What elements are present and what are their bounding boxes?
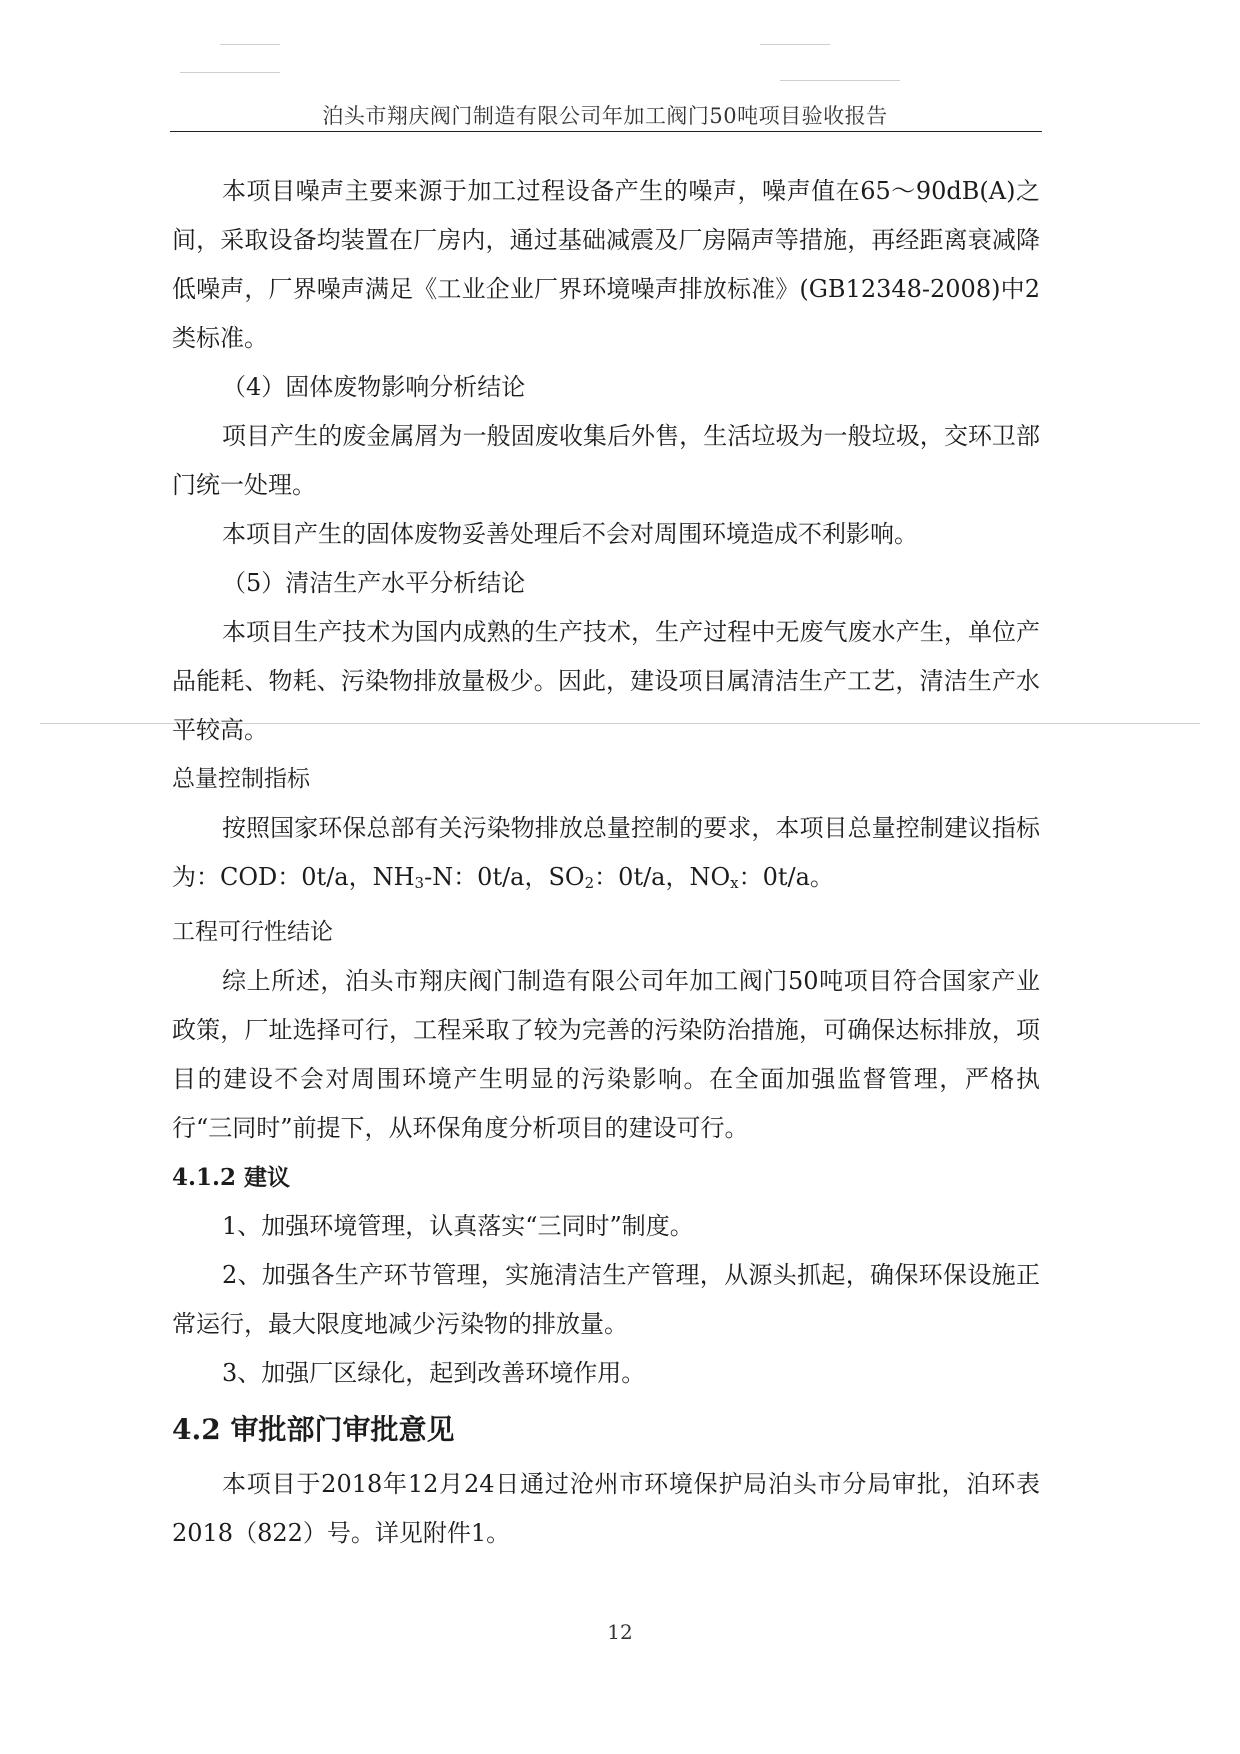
section-5-heading: （5）清洁生产水平分析结论 (222, 569, 526, 597)
document-body (172, 167, 1040, 1558)
approval-paragraph: 本项目于2018年12月24日通过沧州市环境保护局泊头市分局审批，泊环表2018（822）号。详见附件1。 (172, 1470, 1040, 1547)
scan-artifact (180, 72, 280, 73)
nh3-value: -N：0t/a，SO (424, 863, 585, 891)
feasibility-paragraph: 综上所述，泊头市翔庆阀门制造有限公司年加工阀门50吨项目符合国家产业政策，厂址选择可行，工程采取了较为完善的污染防治措施，可确保达标排放，项目的建设不会对周围环境产生明显的污染影响。在全面加强监督管理，严格执行“三同时”前提下，从环保角度分析项目的建设可行。 (172, 967, 1040, 1142)
recommendation-1: 1、加强环境管理，认真落实“三同时”制度。 (222, 1212, 694, 1240)
nox-value: ：0t/a。 (738, 863, 834, 891)
so2-subscript: 2 (584, 874, 595, 892)
total-control-heading: 总量控制指标 (172, 766, 310, 792)
nox-subscript: x (730, 874, 739, 892)
scan-artifact (220, 44, 280, 45)
section-4-2-heading: 4.2 审批部门审批意见 (172, 1413, 455, 1446)
recommendation-2: 2、加强各生产环节管理，实施清洁生产管理，从源头抓起，确保环保设施正常运行，最大限度地减少污染物的排放量。 (172, 1261, 1040, 1338)
cod-value: COD：0t/a，NH (220, 863, 415, 891)
running-header: 泊头市翔庆阀门制造有限公司年加工阀门50吨项目验收报告 (322, 104, 888, 128)
header-rule (170, 131, 1042, 132)
recommendation-3: 3、加强厂区绿化，起到改善环境作用。 (222, 1359, 646, 1387)
so2-value: ：0t/a，NO (594, 863, 731, 891)
total-control-paragraph (172, 804, 1040, 908)
clean-production-paragraph: 本项目生产技术为国内成熟的生产技术，生产过程中无废气废水产生，单位产品能耗、物耗、污染物排放量极少。因此，建设项目属清洁生产工艺，清洁生产水平较高。 (172, 618, 1040, 744)
solid-waste-paragraph: 项目产生的废金属屑为一般固废收集后外售，生活垃圾为一般垃圾，交环卫部门统一处理。 (172, 422, 1040, 499)
noise-paragraph: 本项目噪声主要来源于加工过程设备产生的噪声，噪声值在65～90dB(A)之间，采取设备均装置在厂房内，通过基础减震及厂房隔声等措施，再经距离衰减降低噪声，厂界噪声满足《工业企业厂界环境噪声排放标准》(GB12348-2008)中2类标准。 (172, 177, 1040, 352)
section-4-1-2-heading: 4.1.2 建议 (172, 1164, 291, 1191)
nh3-subscript: 3 (414, 874, 425, 892)
solid-waste-conclusion: 本项目产生的固体废物妥善处理后不会对周围环境造成不利影响。 (222, 520, 918, 548)
total-control-text: 按照国家环保总部有关污染物排放总量控制的要求，本项目总量控制建议指标为： (172, 814, 1040, 891)
page-number: 12 (607, 1620, 633, 1644)
feasibility-heading: 工程可行性结论 (172, 919, 333, 945)
section-4-heading: （4）固体废物影响分析结论 (222, 373, 526, 401)
scan-artifact (780, 80, 900, 81)
scan-artifact (760, 44, 830, 45)
